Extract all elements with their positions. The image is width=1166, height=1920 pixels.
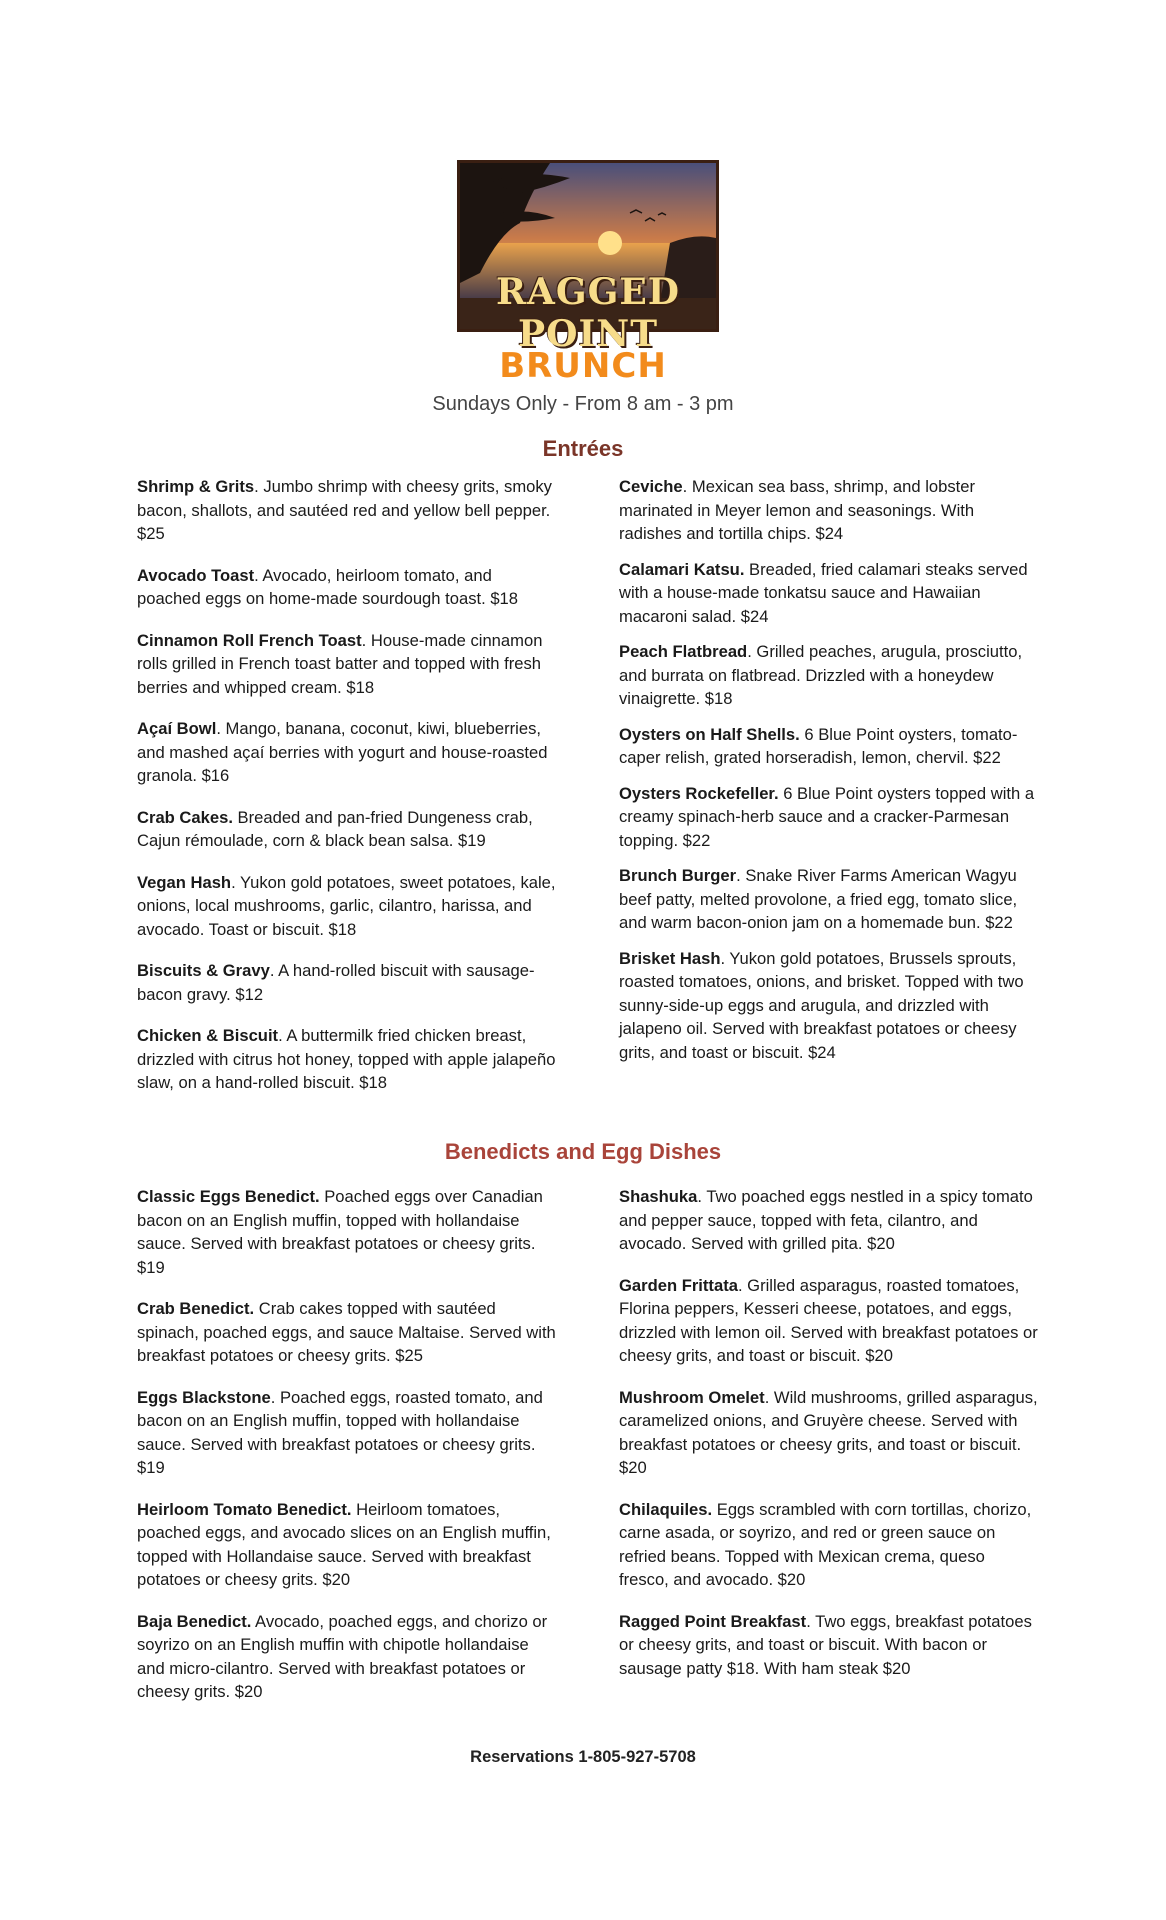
menu-item [619,558,1039,629]
menu-item-description: . A hand-rolled biscuit with sausage-bacon gravy. $12 [137,961,535,1004]
menu-item [137,564,557,611]
menu-item-name: Brunch Burger [619,866,737,885]
menu-item-description: Breaded, fried calamari steaks served with a house-made tonkatsu sauce and Hawaiian macaroni salad. $24 [619,559,1028,626]
menu-item-name: Oysters on Half Shells. [619,724,800,744]
menu-item-description: . Grilled peaches, arugula, prosciutto, and burrata on flatbread. Drizzled with a honeydew vinaigrette. $18 [619,642,1023,708]
menu-item-name: Brisket Hash [619,948,721,968]
menu-item [137,1498,557,1592]
menu-item [137,871,557,942]
menu-item-description: . Jumbo shrimp with cheesy grits, smoky bacon, shallots, and sautéed red and yellow bell pepper. $25 [137,477,552,543]
menu-item [137,1610,557,1704]
ragged-point-logo [457,160,719,355]
menu-item-description: . Two eggs, breakfast potatoes or cheesy grits, and toast or biscuit. With bacon or sausage patty $18. With ham steak $20 [619,1611,1032,1678]
menu-item-description: . Avocado, heirloom tomato, and poached eggs on home-made sourdough toast. $18 [137,565,519,608]
menu-item-name: Chicken & Biscuit [137,1026,279,1045]
menu-item-description: Heirloom tomatoes, poached eggs, and avocado slices on an English muffin, topped with Hollandaise sauce. Served with breakfast potatoes or cheesy grits. $20 [137,1499,551,1589]
menu-item [137,475,557,546]
reservations-line: Reservations 1-805-927-5708 [470,1748,696,1766]
menu-item [619,782,1039,853]
menu-item-description: . Two poached eggs nestled in a spicy tomato and pepper sauce, topped with feta, cilantro, and avocado. Served with grilled pita. $20 [619,1187,1033,1253]
menu-item-description: . Mango, banana, coconut, kiwi, blueberries, and mashed açaí berries with yogurt and house-roasted granola. $16 [137,719,548,785]
menu-item [137,1185,557,1279]
menu-item [619,1386,1039,1480]
benedicts-right-column [619,1185,1039,1698]
menu-item-name: Garden Frittata [619,1275,738,1295]
menu-item [619,723,1039,770]
entrees-left-column [137,475,557,1113]
menu-item [619,864,1039,935]
menu-item-description: . Yukon gold potatoes, sweet potatoes, kale, onions, local mushrooms, garlic, cilantro, harissa, and avocado. Toast or biscuit. $18 [137,872,556,939]
menu-item-name: Mushroom Omelet [619,1387,765,1407]
menu-item-name: Crab Cakes. [137,807,233,827]
menu-item-name: Açaí Bowl [137,719,217,738]
menu-item-description: Avocado, poached eggs, and chorizo or soyrizo on an English muffin with chipotle hollandaise and micro-cilantro. Served with breakfast potatoes or cheesy grits. $20 [137,1611,548,1701]
menu-item-description: . Mexican sea bass, shrimp, and lobster marinated in Meyer lemon and seasonings. With radishes and tortilla chips. $24 [619,477,976,543]
menu-item-name: Baja Benedict. [137,1611,252,1631]
menu-item-description: . Snake River Farms American Wagyu beef patty, melted provolone, a fried egg, tomato slice, and warm bacon-onion jam on a homemade bun. $22 [619,866,1018,932]
menu-item-name: Chilaquiles. [619,1499,713,1519]
menu-item-description: . Yukon gold potatoes, Brussels sprouts, roasted tomatoes, onions, and brisket. Topped with two sunny-side-up eggs and arugula, and drizzled with jalapeno oil. Served with breakfast potatoes or cheesy grits, and toast or biscuit. $24 [619,948,1024,1062]
menu-item-description: Crab cakes topped with sautéed spinach, poached eggs, and sauce Maltaise. Served with breakfast potatoes or cheesy grits. $25 [137,1299,556,1365]
menu-item [619,1498,1039,1592]
menu-item-description: . House-made cinnamon rolls grilled in French toast batter and topped with fresh berries and whipped cream. $18 [137,630,543,697]
menu-hours: Sundays Only - From 8 am - 3 pm [432,393,734,415]
menu-item-name: Cinnamon Roll French Toast [137,630,362,650]
menu-item [619,640,1039,711]
menu-item-name: Avocado Toast [137,565,255,585]
menu-item-description: 6 Blue Point oysters topped with a creamy spinach-herb sauce and a cracker-Parmesan topping. $22 [619,783,1035,850]
menu-title: BRUNCH [499,346,667,386]
menu-item [619,1610,1039,1681]
menu-item [137,629,557,700]
entrees-heading: Entrées [542,436,624,461]
menu-item [619,947,1039,1065]
benedicts-heading: Benedicts and Egg Dishes [444,1139,722,1164]
menu-item-description: Breaded and pan-fried Dungeness crab, Cajun rémoulade, corn & black bean salsa. $19 [137,807,533,850]
menu-item [137,1024,557,1095]
menu-item-name: Peach Flatbread [619,642,748,661]
menu-item-name: Oysters Rockefeller. [619,783,779,803]
menu-item-name: Ragged Point Breakfast [619,1611,807,1631]
menu-item-name: Calamari Katsu. [619,559,745,579]
menu-item-description: . Wild mushrooms, grilled asparagus, caramelized onions, and Gruyère cheese. Served with breakfast potatoes or cheesy grits, and toast or biscuit. $20 [619,1387,1038,1477]
menu-item [137,1297,557,1368]
menu-item-name: Classic Eggs Benedict. [137,1187,320,1206]
benedicts-left-column [137,1185,557,1722]
menu-item-name: Biscuits & Gravy [137,961,270,980]
menu-item-description: 6 Blue Point oysters, tomato-caper relish, grated horseradish, lemon, chervil. $22 [619,724,1018,767]
menu-item-name: Eggs Blackstone [137,1387,271,1407]
menu-item-description: . Poached eggs, roasted tomato, and bacon on an English muffin, topped with hollandaise sauce. Served with breakfast potatoes or cheesy grits. $19 [137,1387,543,1477]
menu-item-description: . A buttermilk fried chicken breast, drizzled with citrus hot honey, topped with apple jalapeño slaw, on a hand-rolled biscuit. $18 [137,1026,556,1092]
menu-item-name: Shrimp & Grits [137,477,255,496]
menu-item [137,717,557,788]
logo-wordmark: RAGGED POINT [496,271,680,355]
menu-item [619,475,1039,546]
menu-item-name: Crab Benedict. [137,1299,255,1318]
menu-item-description: Eggs scrambled with corn tortillas, chorizo, carne asada, or soyrizo, and red or green sauce on refried beans. Topped with Mexican crema, queso fresco, and avocado. $20 [619,1499,1032,1589]
menu-item-name: Heirloom Tomato Benedict. [137,1499,352,1519]
menu-item-name: Vegan Hash [137,872,232,892]
menu-item-description: Poached eggs over Canadian bacon on an English muffin, topped with hollandaise sauce. Served with breakfast potatoes or cheesy grits. $19 [137,1187,543,1277]
menu-item [137,959,557,1006]
menu-item-description: . Grilled asparagus, roasted tomatoes, Florina peppers, Kesseri cheese, potatoes, and eggs, drizzled with lemon oil. Served with breakfast potatoes or cheesy grits, and toast or biscuit. $20 [619,1275,1038,1365]
menu-item-name: Shashuka [619,1187,698,1206]
entrees-right-column [619,475,1039,1076]
menu-item [619,1274,1039,1368]
menu-item [137,1386,557,1480]
menu-item [137,806,557,853]
menu-item [619,1185,1039,1256]
menu-item-name: Ceviche [619,477,683,496]
